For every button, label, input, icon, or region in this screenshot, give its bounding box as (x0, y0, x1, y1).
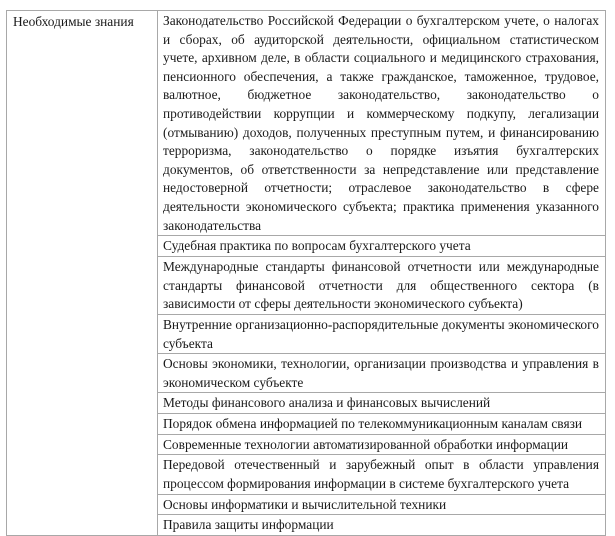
knowledge-item: Методы финансового анализа и финансовых вычислений (158, 393, 606, 414)
knowledge-item: Основы экономики, технологии, организации производства и управления в экономическом субъекте (158, 354, 606, 393)
knowledge-item: Передовой отечественный и зарубежный опыт в области управления процессом формирования информации в системе бухгалтерского учета (158, 455, 606, 494)
knowledge-item: Судебная практика по вопросам бухгалтерского учета (158, 236, 606, 257)
row-label-cell (7, 11, 158, 536)
knowledge-item: Международные стандарты финансовой отчетности или международные стандарты финансовой отчетности для общественного сектора (в зависимости от сферы деятельности экономического субъекта) (158, 257, 606, 315)
row-label: Необходимые знания (13, 14, 134, 29)
table-row (7, 11, 606, 236)
knowledge-item: Законодательство Российской Федерации о бухгалтерском учете, о налогах и сборах, об аудиторской деятельности, официальном статистическом учете, архивном деле, в области социального и медицинского страхования, пенсионного обеспечения, а также гражданское, таможенное, трудовое, валютное, бюджетное законодательство, законодательство о противодействии коррупции и коммерческому подкупу, легализации (отмыванию) доходов, полученных преступным путем, и финансированию терроризма, законодательство о порядке изъятия бухгалтерских документов, об ответственности за непредставление или представление недостоверной отчетности; отраслевое законодательство в сфере деятельности экономического субъекта; практика применения указанного законодательства (158, 11, 606, 236)
knowledge-item: Внутренние организационно-распорядительные документы экономического субъекта (158, 314, 606, 353)
knowledge-item: Порядок обмена информацией по телекоммуникационным каналам связи (158, 413, 606, 434)
knowledge-item: Правила защиты информации (158, 515, 606, 536)
knowledge-item: Основы информатики и вычислительной техники (158, 494, 606, 515)
knowledge-item: Современные технологии автоматизированной обработки информации (158, 434, 606, 455)
required-knowledge-table (6, 10, 606, 536)
